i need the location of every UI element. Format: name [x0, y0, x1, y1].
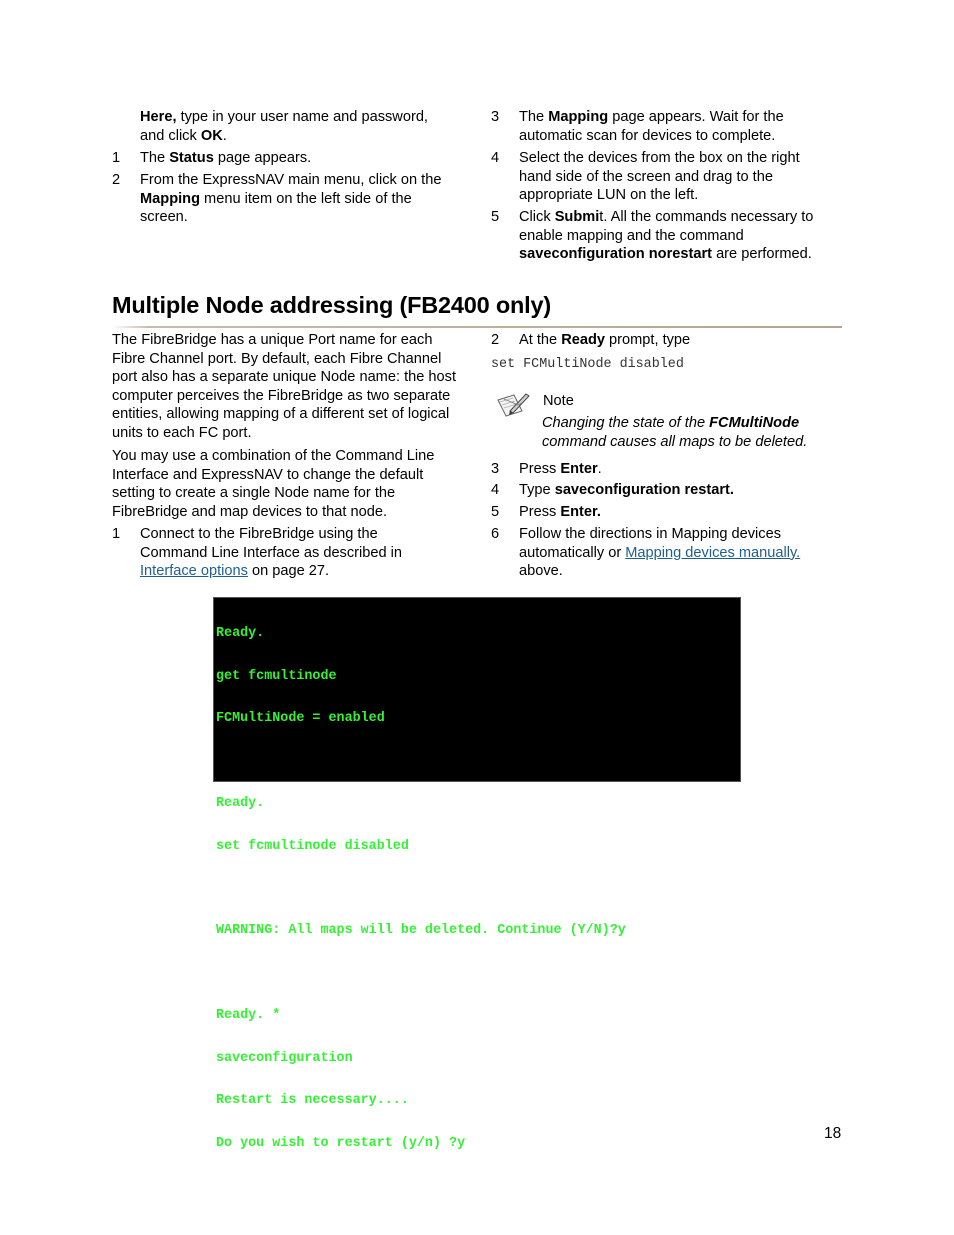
- paragraph-2: You may use a combination of the Command Line Interface and ExpressNAV to change the default setting to create a single Node name for the FibreBridge and map devices to that node.: [112, 448, 435, 520]
- command-example: set FCMultiNode disabled: [491, 357, 684, 372]
- terminal-line: Ready. *: [216, 1008, 281, 1024]
- terminal-line: WARNING: All maps will be deleted. Continue (Y/N)?y: [216, 923, 626, 939]
- terminal-line: saveconfiguration: [216, 1050, 353, 1066]
- terminal-line: FCMultiNode = enabled: [216, 711, 385, 727]
- terminal-line: [216, 882, 740, 896]
- terminal-line: [216, 755, 740, 769]
- paragraph-1: The FibreBridge has a unique Port name for each Fibre Channel port. By default, each Fibre Channel port also has a separate unique Node name: the host computer perceives the FibreBridge as two separate entities, allowing mapping of a different set of logical units to each FC port.: [112, 332, 456, 441]
- terminal-line: [216, 967, 740, 981]
- section-heading: Multiple Node addressing (FB2400 only): [112, 292, 551, 318]
- interface-options-link[interactable]: Interface options: [140, 563, 248, 580]
- terminal-line: get fcmultinode: [216, 668, 337, 684]
- note-text: Changing the state of the FCMultiNode command causes all maps to be deleted.: [542, 415, 808, 450]
- terminal-line: Do you wish to restart (y/n) ?y: [216, 1135, 466, 1151]
- terminal-line: Ready.: [216, 626, 265, 642]
- note-label: Note: [543, 393, 574, 409]
- terminal-line: set fcmultinode disabled: [216, 838, 409, 854]
- terminal-screenshot: [213, 597, 741, 1151]
- note-pencil-icon: [496, 391, 530, 419]
- terminal-line: Ready.: [216, 796, 265, 812]
- continued-step-text: Here, type in your user name and password, and click OK.: [140, 109, 428, 144]
- mapping-devices-manually-link[interactable]: Mapping devices manually.: [625, 544, 801, 561]
- terminal-line: Restart is necessary....: [216, 1093, 409, 1109]
- page-number: 18: [824, 1125, 842, 1142]
- heading-rule: [112, 326, 842, 328]
